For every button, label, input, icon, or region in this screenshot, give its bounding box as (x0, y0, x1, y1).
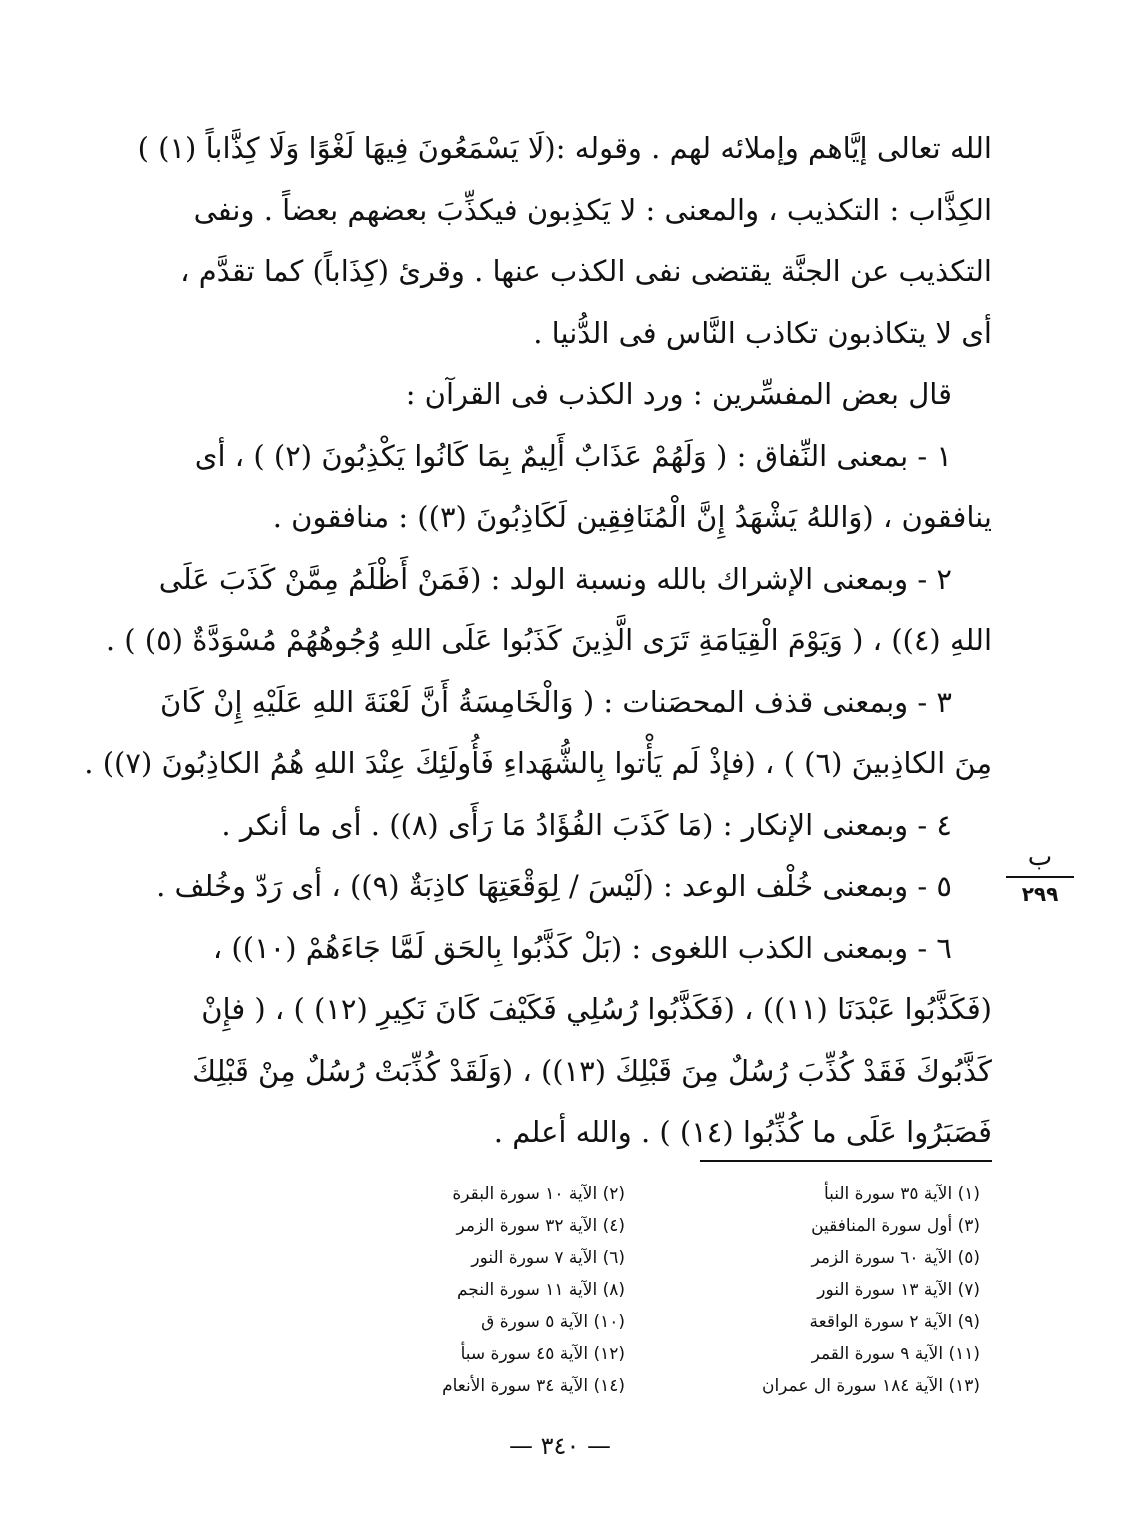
body-line: ينافقون ، (وَاللهُ يَشْهَدُ إِنَّ الْمُنَافِقِين لَكَاذِبُونَ (٣)) : منافقون . (272, 500, 992, 534)
footnotes (300, 1178, 980, 1402)
footnote: (١٠) الآية ٥ سورة ق (481, 1312, 625, 1332)
body-line: أى لا يتكاذبون تكاذب النَّاس فى الدُّنيا . (533, 315, 992, 350)
body-line: التكذيب عن الجنَّة يقتضى نفى الكذب عنها . وقرئ (كِذَاباً) كما تقدَّم ، (180, 254, 992, 288)
body-line: ١ - بمعنى النِّفاق : ( وَلَهُمْ عَذَابٌ أَلِيمٌ بِمَا كَانُوا يَكْذِبُونَ (٢) ) ، أى (194, 438, 952, 473)
body-text (84, 118, 992, 1164)
body-line: ٥ - وبمعنى خُلْف الوعد : (لَيْسَ / لِوَقْعَتِهَا كاذِبَةٌ (٩)) ، أى رَدّ وخُلف . (156, 869, 952, 903)
footnote: (١١) الآية ٩ سورة القمر (811, 1344, 980, 1364)
footnote: (٧) الآية ١٣ سورة النور (817, 1280, 980, 1300)
body-line: اللهِ (٤)) ، ( وَيَوْمَ الْقِيَامَةِ تَرَى الَّذِينَ كَذَبُوا عَلَى اللهِ وُجُوهُهُمْ مُسْوَدَّةٌ (٥) ) . (105, 623, 992, 657)
footnote: (٦) الآية ٧ سورة النور (471, 1248, 625, 1268)
body-line: فَصَبَرُوا عَلَى ما كُذِّبُوا (١٤) ) . والله أعلم . (493, 1115, 992, 1149)
footnote: (٥) الآية ٦٠ سورة الزمر (811, 1248, 980, 1268)
body-line: الكِذَّاب : التكذيب ، والمعنى : لا يَكذِبون فيكذِّبَ بعضهم بعضاً . ونفى (193, 192, 992, 227)
body-line: (فَكَذَّبُوا عَبْدَنَا (١١)) ، (فَكَذَّبُوا رُسُلِي فَكَيْفَ كَانَ نَكِيرِ (١٢) ) ، ( فإِنْ (201, 992, 992, 1026)
footnote: (٣) أول سورة المنافقين (811, 1216, 980, 1236)
body-line: ٢ - وبمعنى الإشراك بالله ونسبة الولد : (فَمَنْ أَظْلَمُ مِمَّنْ كَذَبَ عَلَى (158, 561, 952, 596)
footnote: (٤) الآية ٣٢ سورة الزمر (456, 1216, 625, 1236)
margin-folio-note (1000, 842, 1080, 906)
body-line: ٦ - وبمعنى الكذب اللغوى : (بَلْ كَذَّبُوا بِالحَق لَمَّا جَاءَهُمْ (١٠)) ، (212, 930, 952, 965)
footnote: (٨) الآية ١١ سورة النجم (456, 1280, 625, 1300)
footnote: (١٢) الآية ٤٥ سورة سبأ (460, 1344, 625, 1364)
footnote: (٢) الآية ١٠ سورة البقرة (452, 1184, 625, 1204)
footnote: (١) الآية ٣٥ سورة النبأ (823, 1184, 980, 1204)
body-line: ٤ - وبمعنى الإنكار : (مَا كَذَبَ الفُؤَادُ مَا رَأَى (٨)) . أى ما أنكر . (221, 807, 952, 842)
footnote-separator (700, 1160, 992, 1162)
footnote: (١٤) الآية ٣٤ سورة الأنعام (442, 1376, 625, 1396)
body-line: كَذَّبُوكَ فَقَدْ كُذِّبَ رُسُلٌ مِنَ قَبْلِكَ (١٣)) ، (وَلَقَدْ كُذِّبَتْ رُسُلٌ مِنْ قَبْلِكَ (192, 1053, 992, 1088)
margin-rule (1006, 876, 1074, 878)
body-line: ٣ - وبمعنى قذف المحصَنات : ( وَالْخَامِسَةُ أَنَّ لَعْنَةَ اللهِ عَلَيْهِ إِنْ كَانَ (159, 684, 952, 719)
body-line: قال بعض المفسِّرين : ورد الكذب فى القرآن : (405, 377, 952, 411)
page-number: — ٣٤٠ — (509, 1432, 611, 1460)
margin-number: ٢٩٩ (1021, 882, 1059, 906)
footnote: (١٣) الآية ١٨٤ سورة ال عمران (761, 1376, 980, 1396)
margin-mark: ب (1027, 842, 1053, 872)
footnote: (٩) الآية ٢ سورة الواقعة (809, 1312, 980, 1332)
body-line: الله تعالى إيَّاهم وإملائه لهم . وقوله :(لَا يَسْمَعُونَ فِيهَا لَغْوًا وَلَا كِذَّاباً (١) ) (137, 131, 992, 165)
body-line: مِنَ الكاذِبينَ (٦) ) ، (فإذْ لَم يَأْتوا بِالشُّهَداءِ فَأُولَئِكَ عِنْدَ اللهِ هُمُ الكاذِبُونَ (٧)) . (84, 746, 992, 780)
